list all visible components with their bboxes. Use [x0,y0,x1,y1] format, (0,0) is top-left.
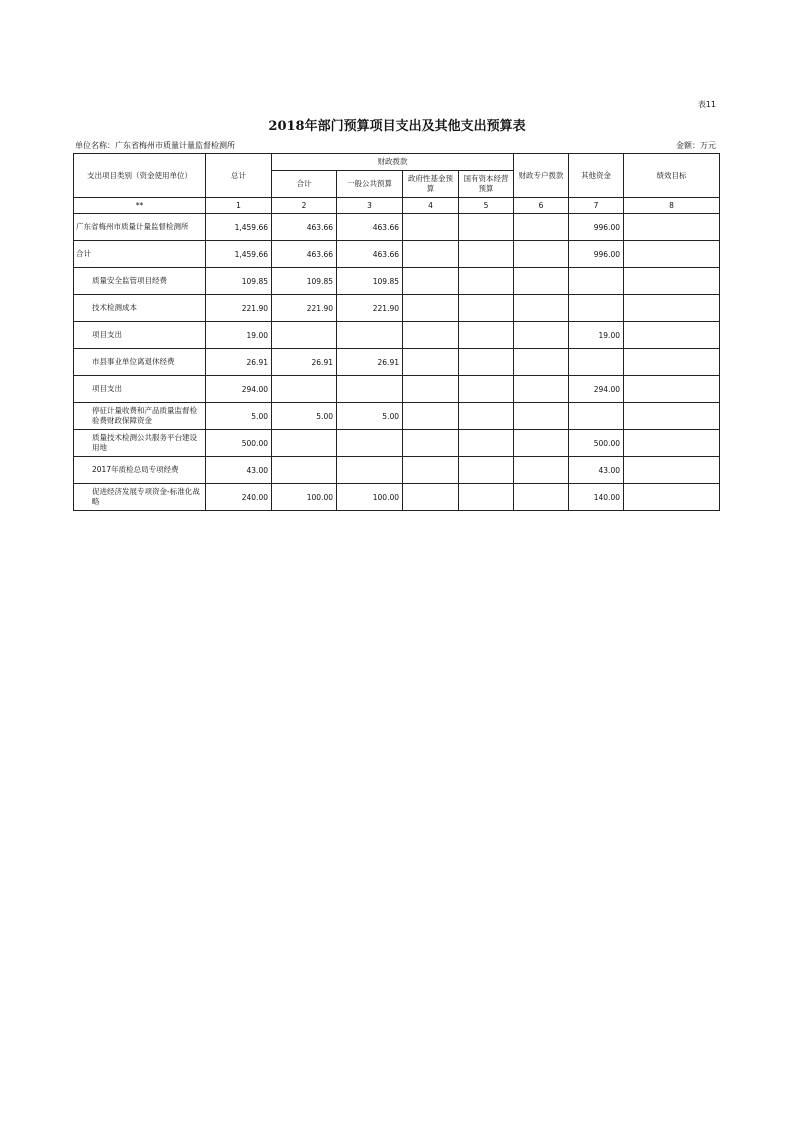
row-general-public: 100.00 [337,484,403,511]
row-other-funds [569,295,624,322]
row-general-public: 5.00 [337,403,403,430]
row-gov-fund [403,295,459,322]
row-gov-fund [403,268,459,295]
code-cell: 2 [272,198,337,214]
row-general-public: 109.85 [337,268,403,295]
table-row [74,484,720,511]
header-general-public: 一般公共预算 [337,171,403,198]
table-row [74,376,720,403]
page-title: 2018年部门预算项目支出及其他支出预算表 [268,119,526,134]
row-general-public [337,430,403,457]
table-row [74,295,720,322]
row-fiscal-total: 463.66 [272,214,337,241]
header-fiscal-special: 财政专户拨款 [514,154,569,198]
row-other-funds: 996.00 [569,241,624,268]
row-general-public: 463.66 [337,241,403,268]
row-state-capital [459,484,514,511]
row-fiscal-total [272,457,337,484]
row-total: 26.91 [206,349,272,376]
row-state-capital [459,268,514,295]
table-row [74,214,720,241]
row-gov-fund [403,430,459,457]
row-state-capital [459,457,514,484]
row-fiscal-total: 5.00 [272,403,337,430]
header-other-funds: 其他资金 [569,154,624,198]
row-total: 294.00 [206,376,272,403]
table-row [74,322,720,349]
row-total: 221.90 [206,295,272,322]
code-cell: 8 [624,198,720,214]
row-other-funds [569,403,624,430]
code-cell: 7 [569,198,624,214]
row-name: 广东省梅州市质量计量监督检测所 [74,214,206,241]
header-fiscal-group: 财政拨款 [272,154,514,171]
row-performance [624,349,720,376]
amount-unit: 金额：万元 [676,141,716,150]
table-row [74,457,720,484]
row-total: 43.00 [206,457,272,484]
table-row [74,349,720,376]
row-total: 1,459.66 [206,241,272,268]
row-fiscal-special [514,430,569,457]
row-state-capital [459,403,514,430]
header-performance: 绩效目标 [624,154,720,198]
row-total: 1,459.66 [206,214,272,241]
row-performance [624,403,720,430]
row-fiscal-total: 100.00 [272,484,337,511]
row-name: 技术检测成本 [74,295,206,322]
row-state-capital [459,376,514,403]
table-row [74,241,720,268]
row-fiscal-special [514,241,569,268]
row-total: 109.85 [206,268,272,295]
header-state-capital: 国有资本经营预算 [459,171,514,198]
row-state-capital [459,349,514,376]
header-fiscal-total: 合计 [272,171,337,198]
table-row [74,403,720,430]
row-fiscal-special [514,457,569,484]
row-fiscal-total: 463.66 [272,241,337,268]
row-total: 19.00 [206,322,272,349]
row-state-capital [459,295,514,322]
row-gov-fund [403,376,459,403]
row-gov-fund [403,241,459,268]
code-cell: 6 [514,198,569,214]
row-performance [624,241,720,268]
row-name: 促进经济发展专项资金-标准化战略 [74,484,206,511]
row-other-funds [569,268,624,295]
row-performance [624,430,720,457]
row-gov-fund [403,484,459,511]
row-performance [624,214,720,241]
row-general-public [337,376,403,403]
row-performance [624,295,720,322]
row-fiscal-total [272,430,337,457]
row-other-funds: 43.00 [569,457,624,484]
row-general-public [337,322,403,349]
code-cell: 3 [337,198,403,214]
row-performance [624,268,720,295]
code-cell: 4 [403,198,459,214]
code-row [74,198,720,214]
row-fiscal-special [514,349,569,376]
row-fiscal-special [514,268,569,295]
row-fiscal-special [514,376,569,403]
row-total: 500.00 [206,430,272,457]
row-state-capital [459,430,514,457]
row-gov-fund [403,349,459,376]
row-total: 5.00 [206,403,272,430]
row-performance [624,376,720,403]
row-general-public: 221.90 [337,295,403,322]
row-name: 合计 [74,241,206,268]
row-general-public [337,457,403,484]
table-number: 表11 [697,100,716,109]
row-other-funds: 294.00 [569,376,624,403]
header-category: 支出项目类别（资金使用单位） [74,154,206,198]
row-name: 项目支出 [74,322,206,349]
row-fiscal-total: 221.90 [272,295,337,322]
row-state-capital [459,214,514,241]
row-other-funds: 996.00 [569,214,624,241]
unit-name: 单位名称：广东省梅州市质量计量监督检测所 [75,141,235,150]
row-other-funds: 500.00 [569,430,624,457]
row-gov-fund [403,322,459,349]
row-fiscal-total: 26.91 [272,349,337,376]
header-gov-fund: 政府性基金预算 [403,171,459,198]
row-general-public: 463.66 [337,214,403,241]
code-cell: ** [74,198,206,214]
row-name: 质量安全监管项目经费 [74,268,206,295]
row-gov-fund [403,457,459,484]
row-fiscal-total [272,376,337,403]
row-gov-fund [403,214,459,241]
code-cell: 1 [206,198,272,214]
row-fiscal-total: 109.85 [272,268,337,295]
row-fiscal-special [514,403,569,430]
row-performance [624,457,720,484]
row-name: 2017年质检总局专项经费 [74,457,206,484]
row-other-funds: 140.00 [569,484,624,511]
row-name: 质量技术检测公共服务平台建设用地 [74,430,206,457]
row-total: 240.00 [206,484,272,511]
table-row [74,268,720,295]
row-name: 停征计量收费和产品质量监督检验费财政保障资金 [74,403,206,430]
row-fiscal-total [272,322,337,349]
row-name: 市县事业单位离退休经费 [74,349,206,376]
row-fiscal-special [514,484,569,511]
row-name: 项目支出 [74,376,206,403]
row-state-capital [459,241,514,268]
table-row [74,430,720,457]
row-performance [624,322,720,349]
row-fiscal-special [514,322,569,349]
row-state-capital [459,322,514,349]
budget-table [73,153,720,511]
row-fiscal-special [514,214,569,241]
header-total: 总计 [206,154,272,198]
row-other-funds [569,349,624,376]
code-cell: 5 [459,198,514,214]
row-performance [624,484,720,511]
row-gov-fund [403,403,459,430]
row-fiscal-special [514,295,569,322]
row-other-funds: 19.00 [569,322,624,349]
row-general-public: 26.91 [337,349,403,376]
